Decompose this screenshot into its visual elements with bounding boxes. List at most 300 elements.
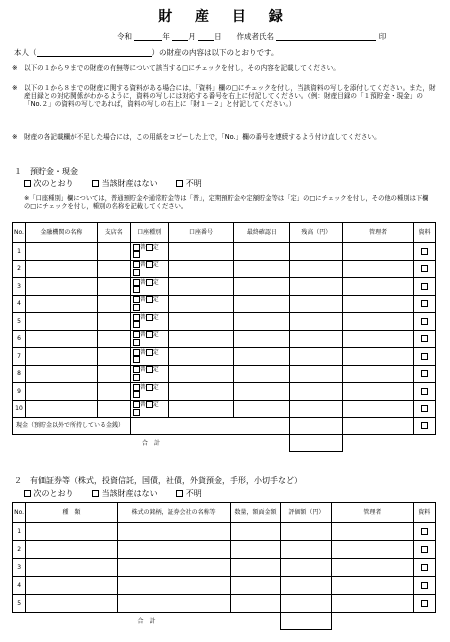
account-type-cell [130,278,168,296]
balance-cell[interactable] [290,295,343,313]
checkbox[interactable] [421,335,428,342]
col-document: 資料 [413,503,435,523]
kind-b: 定 [152,348,159,356]
author-label: 作成者氏名 [236,32,274,41]
total-blank [343,435,436,452]
checkbox[interactable] [146,401,153,408]
bank-cell[interactable] [25,313,97,331]
kind-options [131,366,168,374]
kind-options [131,314,168,322]
checkbox[interactable] [133,314,140,321]
note-3 [12,133,440,141]
row-number: 4 [13,295,26,313]
document-cell[interactable] [414,383,436,401]
table-row [13,278,436,296]
kind-other [131,391,168,399]
securities-rows [13,523,436,613]
account-type-cell [130,348,168,366]
bank-cell[interactable] [25,383,97,401]
branch-cell[interactable] [97,243,130,261]
col-type: 種 類 [26,503,118,523]
checkbox[interactable] [133,401,140,408]
kind-options [131,296,168,304]
choice-unknown[interactable]: 不明 [176,179,202,188]
account-number-cell[interactable] [168,260,234,278]
row-number: 9 [13,383,26,401]
month-label: 月 [188,32,196,41]
manager-cell[interactable] [332,541,413,559]
note-mark: ※ [12,64,18,72]
manager-cell[interactable] [343,383,414,401]
total-amount-cell[interactable] [281,613,332,630]
checkbox[interactable] [133,279,140,286]
last-checked-cell[interactable] [234,383,290,401]
manager-cell[interactable] [343,295,414,313]
checkbox[interactable] [421,353,428,360]
kind-other [131,286,168,294]
kind-other [131,339,168,347]
kind-a: 普 [139,331,146,339]
manager-cell[interactable] [343,260,414,278]
row-number: 2 [13,260,26,278]
person-line [14,48,278,57]
checkbox[interactable] [421,318,428,325]
checkbox[interactable] [92,490,99,497]
col-balance: 残高（円） [290,223,343,243]
col-brand: 株式の銘柄，証券会社の名称等 [117,503,230,523]
col-no: No. [13,223,26,243]
checkbox[interactable] [133,339,140,346]
checkbox[interactable] [133,331,140,338]
document-cell[interactable] [413,523,435,541]
choice-present[interactable]: 次のとおり [24,489,74,498]
kind-other [131,374,168,382]
checkbox[interactable] [133,304,140,311]
bank-cell[interactable] [25,243,97,261]
kind-b: 定 [152,261,159,269]
branch-cell[interactable] [97,330,130,348]
balance-cell[interactable] [290,400,343,418]
table-row [13,523,436,541]
type-cell[interactable] [26,523,118,541]
table-row [13,260,436,278]
deposits-rows [13,243,436,418]
page-title: 財 産 目 録 [158,9,292,25]
checkbox[interactable] [133,349,140,356]
account-type-cell [130,383,168,401]
checkbox[interactable] [133,321,140,328]
table-row [13,365,436,383]
kind-a: 普 [139,261,146,269]
kind-b: 定 [152,383,159,391]
manager-cell[interactable] [343,313,414,331]
last-checked-cell[interactable] [234,313,290,331]
bank-cell[interactable] [25,278,97,296]
account-number-cell[interactable] [168,313,234,331]
choice-none[interactable]: 当該財産はない [92,489,158,498]
note-1 [12,64,440,72]
table-row [13,559,436,577]
kind-a: 普 [139,348,146,356]
manager-cell[interactable] [343,365,414,383]
valuation-cell[interactable] [281,523,332,541]
checkbox[interactable] [421,546,428,553]
checkbox[interactable] [146,279,153,286]
checkbox[interactable] [133,286,140,293]
total-row [13,435,436,452]
total-row [13,613,436,630]
table-row [13,383,436,401]
kind-b: 定 [152,243,159,251]
manager-cell[interactable] [343,243,414,261]
kind-b: 定 [152,401,159,409]
account-type-cell [130,365,168,383]
total-label: 合 計 [13,435,290,452]
table-row [13,313,436,331]
account-number-cell[interactable] [168,243,234,261]
checkbox[interactable] [146,244,153,251]
valuation-cell[interactable] [281,577,332,595]
table-row [13,330,436,348]
section-1-choices [24,179,218,189]
row-number: 5 [13,595,26,613]
day-label: 日 [214,32,222,41]
bank-cell[interactable] [25,330,97,348]
kind-other [131,304,168,312]
kind-other [131,251,168,259]
checkbox[interactable] [92,180,99,187]
checkbox[interactable] [146,349,153,356]
document-cell[interactable] [414,243,436,261]
account-type-cell [130,313,168,331]
col-valuation: 評価額（円） [281,503,332,523]
note-text: 財産の各記載欄が不足した場合には，この用紙をコピーした上で，「No.」欄の番号を連続するよう付け直してください。 [24,133,381,141]
checkbox[interactable] [133,391,140,398]
type-cell[interactable] [26,559,118,577]
account-number-cell[interactable] [168,348,234,366]
table-row [13,595,436,613]
checkbox[interactable] [421,528,428,535]
manager-cell[interactable] [332,577,413,595]
table-row [13,348,436,366]
table-row [13,577,436,595]
col-no: No. [13,503,26,523]
kind-a: 普 [139,401,146,409]
checkbox[interactable] [133,269,140,276]
document-cell[interactable] [413,577,435,595]
cash-row [13,418,436,435]
table-header-row [13,223,436,243]
balance-cell[interactable] [290,348,343,366]
manager-cell[interactable] [343,348,414,366]
last-checked-cell[interactable] [234,278,290,296]
row-number: 3 [13,559,26,577]
branch-cell[interactable] [97,278,130,296]
bank-cell[interactable] [25,348,97,366]
author-name-field[interactable] [276,32,376,41]
brand-cell[interactable] [117,523,230,541]
last-checked-cell[interactable] [234,295,290,313]
total-label: 合 計 [13,613,281,630]
checkbox[interactable] [421,405,428,412]
branch-cell[interactable] [97,365,130,383]
balance-cell[interactable] [290,243,343,261]
col-document: 資料 [414,223,436,243]
kind-options [131,279,168,287]
document-cell[interactable] [414,365,436,383]
last-checked-cell[interactable] [234,365,290,383]
checkbox[interactable] [146,366,153,373]
person-prefix: 本人（ [14,48,37,57]
balance-cell[interactable] [290,278,343,296]
col-last-checked: 最終確認日 [234,223,290,243]
last-checked-cell[interactable] [234,400,290,418]
document-cell[interactable] [414,295,436,313]
section-2-choices [24,489,218,499]
last-checked-cell[interactable] [234,348,290,366]
row-number: 4 [13,577,26,595]
manager-cell[interactable] [332,559,413,577]
document-cell[interactable] [413,559,435,577]
kind-options [131,349,168,357]
table-row [13,243,436,261]
type-cell[interactable] [26,541,118,559]
kind-options [131,401,168,409]
document-cell[interactable] [414,313,436,331]
checkbox[interactable] [133,366,140,373]
account-number-cell[interactable] [168,295,234,313]
quantity-cell[interactable] [230,595,281,613]
section-2-heading: ２ 有価証券等（株式，投資信託，国債，社債，外貨預金，手形，小切手など） [14,476,302,485]
checkbox[interactable] [133,356,140,363]
section-1-heading: １ 預貯金・現金 [14,167,78,176]
valuation-cell[interactable] [281,559,332,577]
checkbox[interactable] [133,296,140,303]
month-field[interactable] [172,32,188,41]
manager-cell[interactable] [343,400,414,418]
last-checked-cell[interactable] [234,260,290,278]
kind-options [131,244,168,252]
kind-b: 定 [152,331,159,339]
col-manager: 管理者 [343,223,414,243]
table-row [13,295,436,313]
valuation-cell[interactable] [281,595,332,613]
document-cell[interactable] [414,348,436,366]
balance-cell[interactable] [290,313,343,331]
checkbox[interactable] [146,261,153,268]
account-type-cell [130,295,168,313]
year-label: 年 [162,32,170,41]
checkbox[interactable] [146,384,153,391]
account-type-cell [130,243,168,261]
choice-present[interactable]: 次のとおり [24,179,74,188]
col-branch: 支店名 [97,223,130,243]
checkbox[interactable] [133,409,140,416]
cash-document-cell[interactable] [414,418,436,435]
kind-b: 定 [152,366,159,374]
checkbox[interactable] [133,244,140,251]
account-number-cell[interactable] [168,400,234,418]
checkbox[interactable] [421,265,428,272]
kind-a: 普 [139,383,146,391]
kind-other [131,321,168,329]
row-number: 2 [13,541,26,559]
checkbox[interactable] [421,600,428,607]
person-suffix: ）の財産の内容は以下のとおりです。 [151,48,279,57]
checkbox[interactable] [421,582,428,589]
quantity-cell[interactable] [230,541,281,559]
manager-cell[interactable] [343,278,414,296]
document-cell[interactable] [413,541,435,559]
note-mark: ※ [12,133,18,141]
branch-cell[interactable] [97,348,130,366]
kind-a: 普 [139,278,146,286]
kind-options [131,331,168,339]
person-name-field[interactable] [37,48,152,57]
day-field[interactable] [198,32,214,41]
type-cell[interactable] [26,595,118,613]
checkbox[interactable] [146,296,153,303]
document-cell[interactable] [414,400,436,418]
checkbox[interactable] [133,374,140,381]
checkbox[interactable] [146,314,153,321]
col-account-type: 口座種別 [130,223,168,243]
col-manager: 管理者 [332,503,413,523]
row-number: 3 [13,278,26,296]
deposits-table [12,222,436,452]
note-text: 以下の１から９までの財産の有無等について該当する□にチェックを付し，その内容を記載してください。 [24,64,340,72]
account-type-cell [130,260,168,278]
cash-empty [130,418,290,435]
manager-cell[interactable] [332,595,413,613]
note-2 [12,84,440,109]
kind-a: 普 [139,366,146,374]
type-cell[interactable] [26,577,118,595]
bank-cell[interactable] [25,260,97,278]
checkbox[interactable] [421,248,428,255]
last-checked-cell[interactable] [234,330,290,348]
total-blank [332,613,436,630]
kind-other [131,356,168,364]
cash-manager-cell[interactable] [343,418,414,435]
account-number-cell[interactable] [168,278,234,296]
kind-b: 定 [152,278,159,286]
col-account-number: 口座番号 [168,223,234,243]
checkbox[interactable] [176,490,183,497]
balance-cell[interactable] [290,365,343,383]
bank-cell[interactable] [25,365,97,383]
row-number: 10 [13,400,26,418]
col-quantity: 数量，額面金額 [230,503,281,523]
checkbox[interactable] [421,370,428,377]
bank-cell[interactable] [25,295,97,313]
checkbox[interactable] [146,331,153,338]
manager-cell[interactable] [332,523,413,541]
checkbox[interactable] [421,422,428,429]
account-type-cell [130,400,168,418]
account-number-cell[interactable] [168,383,234,401]
checkbox[interactable] [421,564,428,571]
brand-cell[interactable] [117,595,230,613]
era-label: 令和 [117,32,132,41]
seal-label: 印 [378,32,387,41]
row-number: 1 [13,523,26,541]
kind-b: 定 [152,296,159,304]
last-checked-cell[interactable] [234,243,290,261]
choice-none[interactable]: 当該財産はない [92,179,158,188]
branch-cell[interactable] [97,400,130,418]
checkbox[interactable] [421,388,428,395]
balance-cell[interactable] [290,383,343,401]
cash-amount-cell[interactable] [290,418,343,435]
choice-unknown[interactable]: 不明 [176,489,202,498]
account-number-cell[interactable] [168,330,234,348]
checkbox[interactable] [24,180,31,187]
brand-cell[interactable] [117,541,230,559]
section-1-note: ※「口座種別」欄については，普通預貯金や通常貯金等は「普」，定期預貯金や定額貯金等は「定」の□にチェックを付し，その他の種別は下欄の□にチェックを付し，種別の名称を記載してください。 [24,195,429,210]
kind-a: 普 [139,243,146,251]
table-header-row [13,503,436,523]
checkbox[interactable] [176,180,183,187]
quantity-cell[interactable] [230,577,281,595]
document-cell[interactable] [414,260,436,278]
cash-label: 現金（預貯金以外で所持している金銭） [13,418,131,435]
total-amount-cell[interactable] [290,435,343,452]
branch-cell[interactable] [97,313,130,331]
branch-cell[interactable] [97,383,130,401]
quantity-cell[interactable] [230,523,281,541]
row-number: 8 [13,365,26,383]
table-row [13,400,436,418]
note-text: 以下の１から８までの財産に関する資料がある場合には，「資料」欄の□にチェックを付し，当該資料の写しを添付してください。また，財産目録との対応関係がわかるように，資料の写しには対応する番号を右上に付記してください。（例：財産目録の「１預貯金・現金」の「No.２」の資料の写しであれば，資料の写しの右上に「財１－２」と付記してください。） [24,84,436,109]
row-number: 1 [13,243,26,261]
row-number: 5 [13,313,26,331]
brand-cell[interactable] [117,559,230,577]
bank-cell[interactable] [25,400,97,418]
checkbox[interactable] [421,300,428,307]
kind-a: 普 [139,296,146,304]
brand-cell[interactable] [117,577,230,595]
valuation-cell[interactable] [281,541,332,559]
account-number-cell[interactable] [168,365,234,383]
balance-cell[interactable] [290,260,343,278]
note-mark: ※ [12,84,18,92]
branch-cell[interactable] [97,295,130,313]
checkbox[interactable] [133,251,140,258]
branch-cell[interactable] [97,260,130,278]
kind-other [131,269,168,277]
year-field[interactable] [134,32,162,41]
kind-options [131,384,168,392]
checkbox[interactable] [421,283,428,290]
document-cell[interactable] [414,278,436,296]
kind-other [131,409,168,417]
table-row [13,541,436,559]
kind-options [131,261,168,269]
balance-cell[interactable] [290,330,343,348]
document-cell[interactable] [413,595,435,613]
checkbox[interactable] [133,261,140,268]
manager-cell[interactable] [343,330,414,348]
kind-a: 普 [139,313,146,321]
document-cell[interactable] [414,330,436,348]
checkbox[interactable] [133,384,140,391]
checkbox[interactable] [24,490,31,497]
row-number: 6 [13,330,26,348]
col-bank: 金融機関の名称 [25,223,97,243]
securities-table [12,502,436,630]
quantity-cell[interactable] [230,559,281,577]
